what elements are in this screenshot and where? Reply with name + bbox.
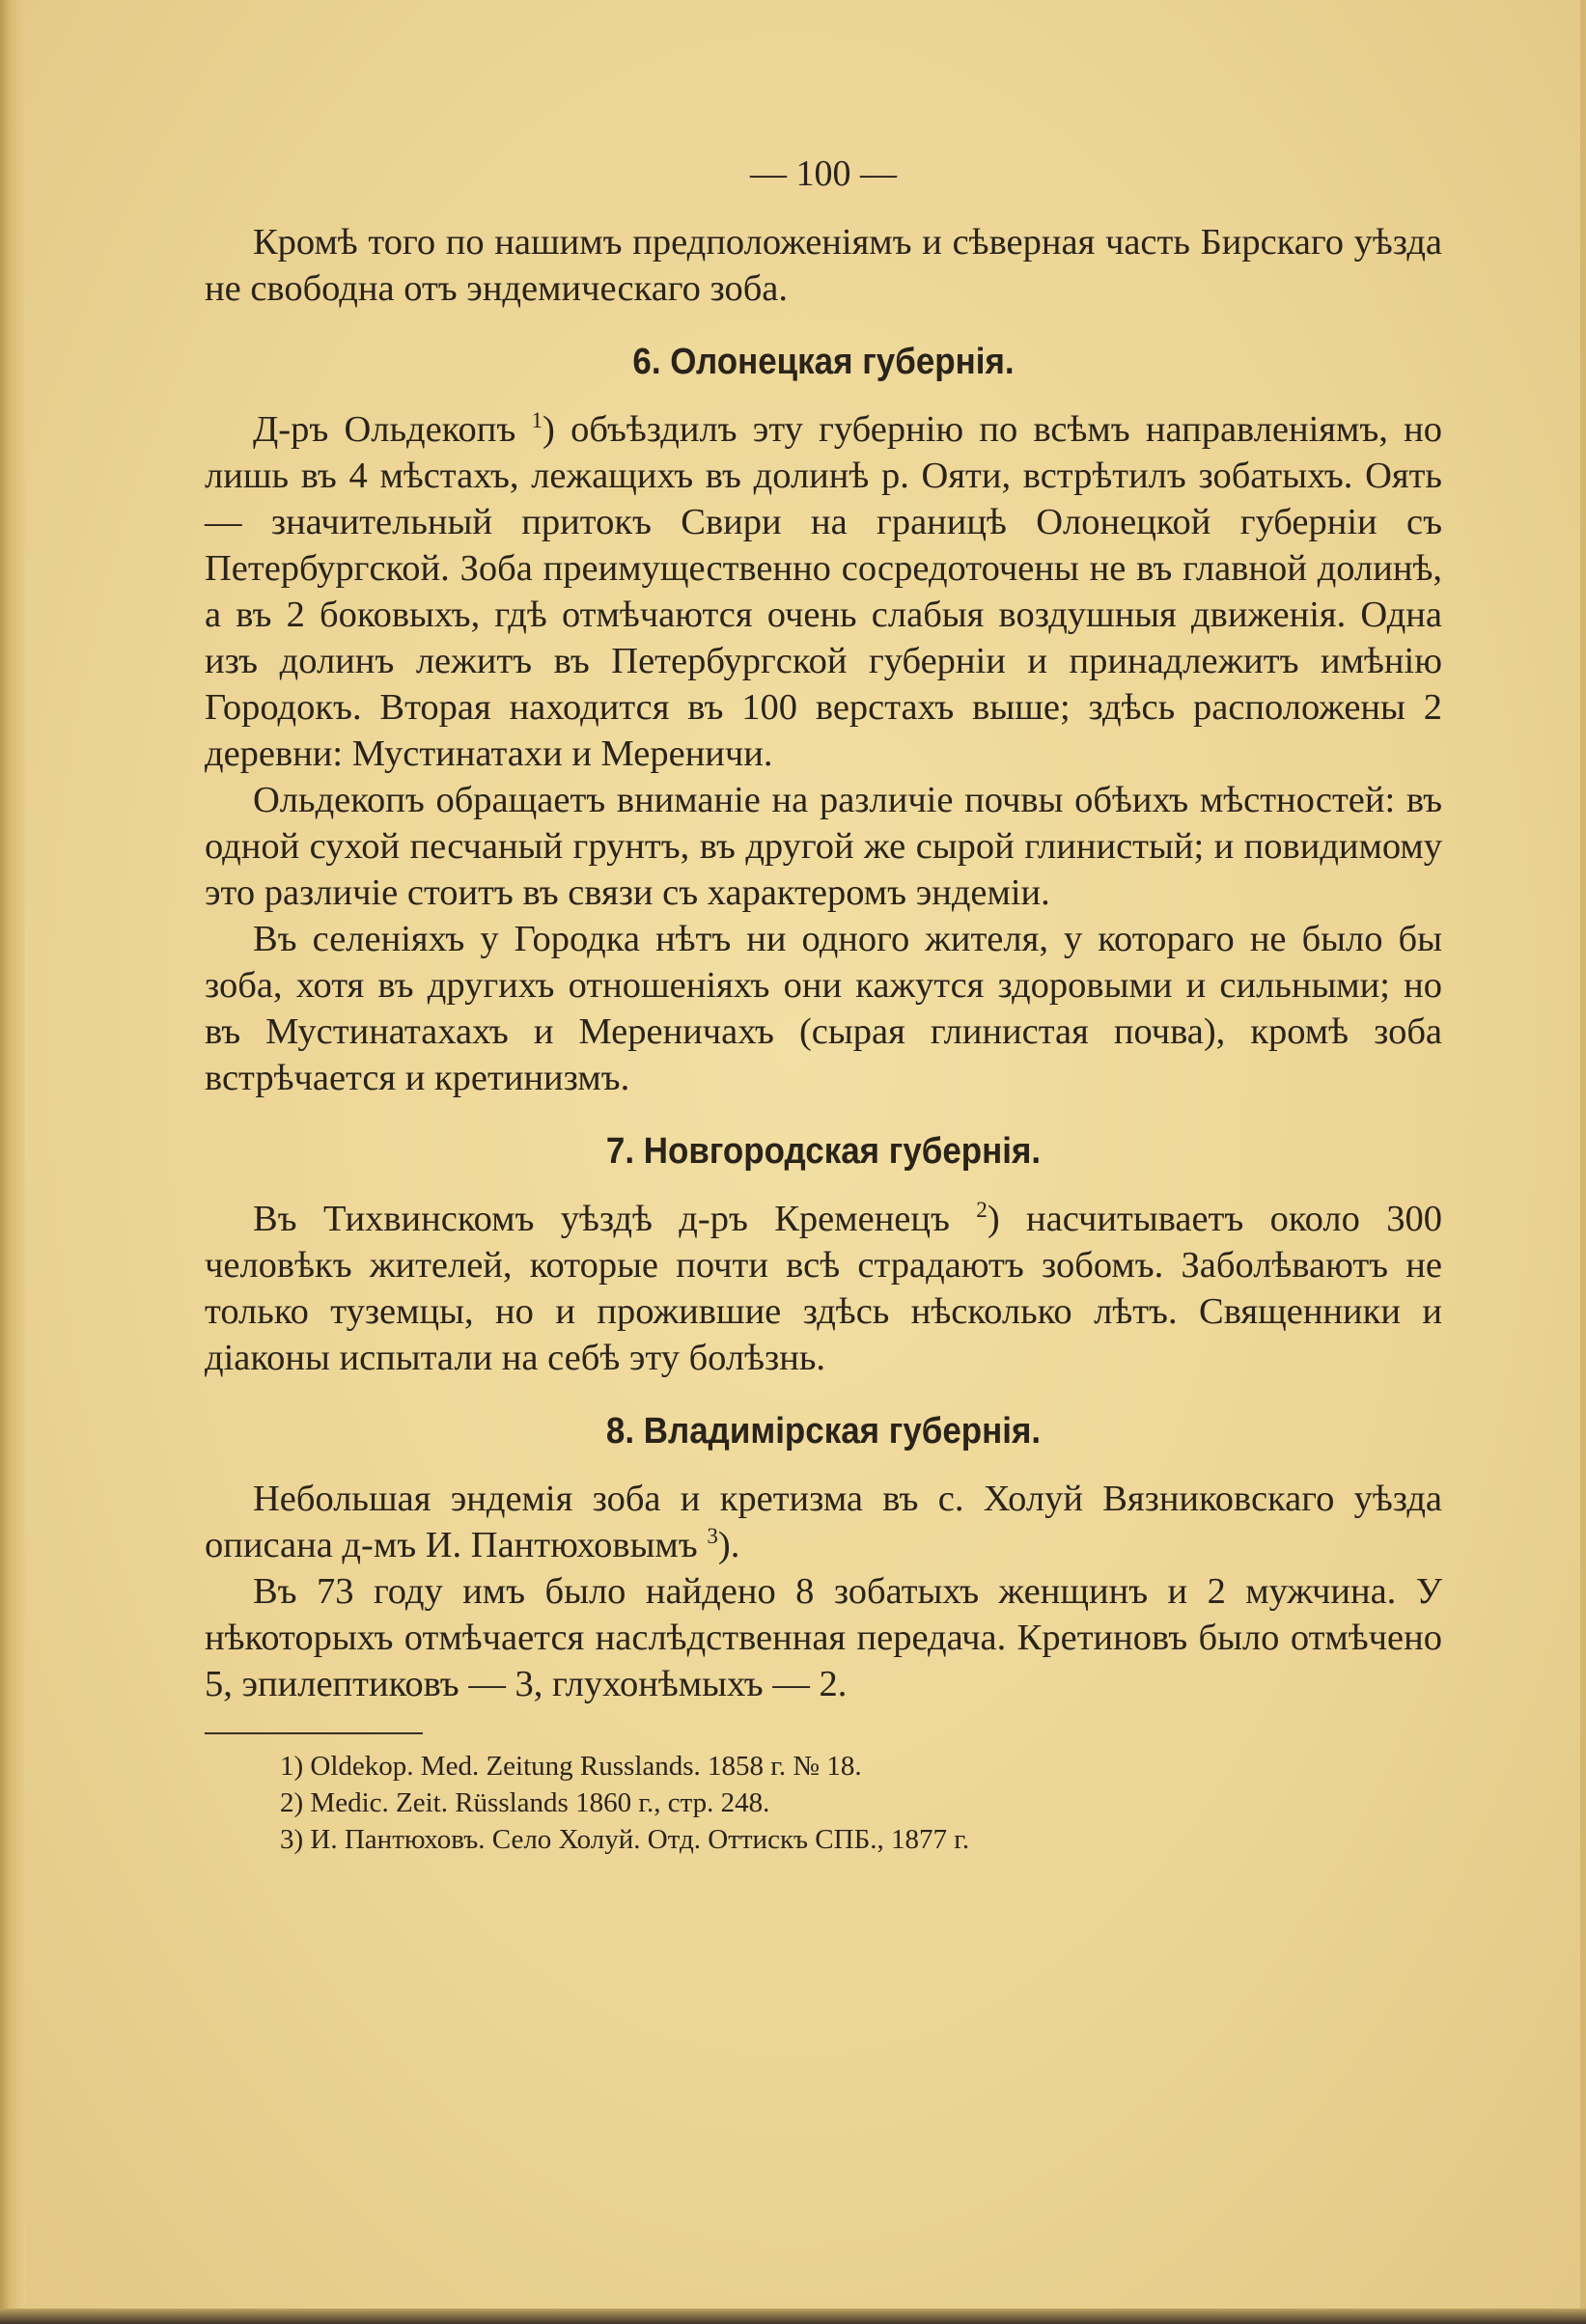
- paragraph: Ольдекопъ обращаетъ вниманіе на различіе почвы обѣихъ мѣстностей: въ одной сухой песчаный грунтъ, въ другой же сырой глинистый; и повидимому это различіе стоитъ въ связи съ характеромъ эндеміи.: [205, 780, 1442, 913]
- section-heading-novgorod: 7. Новгородская губернія.: [605, 1131, 1042, 1172]
- page-right-edge: [1580, 0, 1586, 2324]
- footnote-divider: [205, 1732, 423, 1734]
- section-heading-vladimir: 8. Владимірская губернія.: [605, 1411, 1042, 1452]
- footnote-ref[interactable]: 1: [531, 407, 543, 433]
- footnote: 2) Medic. Zeit. Rüsslands 1860 г., стр. 248.: [280, 1787, 770, 1818]
- paragraph: Въ селеніяхъ у Городка нѣтъ ни одного жителя, у котораго не было бы зоба, хотя въ другихъ отношеніяхъ они кажутся здоровыми и сильными; но въ Мустинатахахъ и Мереничахъ (сырая глинистая почва), кромѣ зоба встрѣчается и кретинизмъ.: [205, 919, 1442, 1098]
- page-binding-edge: [0, 0, 25, 2324]
- page-bottom-edge: [0, 2309, 1586, 2324]
- footnote-ref[interactable]: 3: [707, 1523, 718, 1549]
- paragraph: Въ Тихвинскомъ уѣздѣ д-ръ Кременецъ $^2$) насчитываетъ около 300 человѣкъ жителей, которые почти всѣ страдаютъ зобомъ. Заболѣваютъ не только туземцы, но и прожившие здѣсь нѣсколько лѣтъ. Священники и діаконы испытали на себѣ эту болѣзнь.: [205, 1197, 1442, 1378]
- text-block: [205, 150, 1442, 1858]
- footnote: 3) И. Пантюховъ. Село Холуй. Отд. Оттискъ СПБ., 1877 г.: [280, 1824, 970, 1855]
- section-heading-olonets: 6. Олонецкая губернія.: [632, 342, 1015, 382]
- page-number: — 100 —: [750, 153, 897, 194]
- footnotes: [205, 1748, 1442, 1858]
- footnote: 1) Oldekop. Med. Zeitung Russlands. 1858 г. № 18.: [280, 1751, 862, 1782]
- paragraph: Въ 73 году имъ было найдено 8 зобатыхъ женщинъ и 2 мужчина. У нѣкоторыхъ отмѣчается наслѣдственная передача. Кретиновъ было отмѣчено 5, эпилептиковъ — 3, глухонѣмыхъ — 2.: [205, 1571, 1442, 1704]
- paragraph: Небольшая эндемія зоба и кретизма въ с. Холуй Вязниковскаго уѣзда описана д-мъ И. Пантюховымъ $^3$).: [205, 1479, 1442, 1565]
- intro-paragraph: Кромѣ того по нашимъ предположеніямъ и сѣверная часть Бирскаго уѣзда не свободна отъ эндемическаго зоба.: [205, 222, 1442, 309]
- paragraph: Д-ръ Ольдекопъ $^1$) объѣздилъ эту губернію по всѣмъ направленіямъ, но лишь въ 4 мѣстахъ, лежащихъ въ долинѣ р. Ояти, встрѣтилъ зобатыхъ. Оять — значительный притокъ Свири на границѣ Олонецкой губерніи съ Петербургской. Зоба преимущественно сосредоточены не въ главной долинѣ, а въ 2 боковыхъ, гдѣ отмѣчаются очень слабыя воздушныя движенія. Одна изъ долинъ лежитъ въ Петербургской губерніи и принадлежитъ имѣнію Городокъ. Вторая находится въ 100 верстахъ выше; здѣсь расположены 2 деревни: Мустинатахи и Мереничи.: [205, 407, 1442, 774]
- footnote-ref[interactable]: 2: [976, 1197, 988, 1223]
